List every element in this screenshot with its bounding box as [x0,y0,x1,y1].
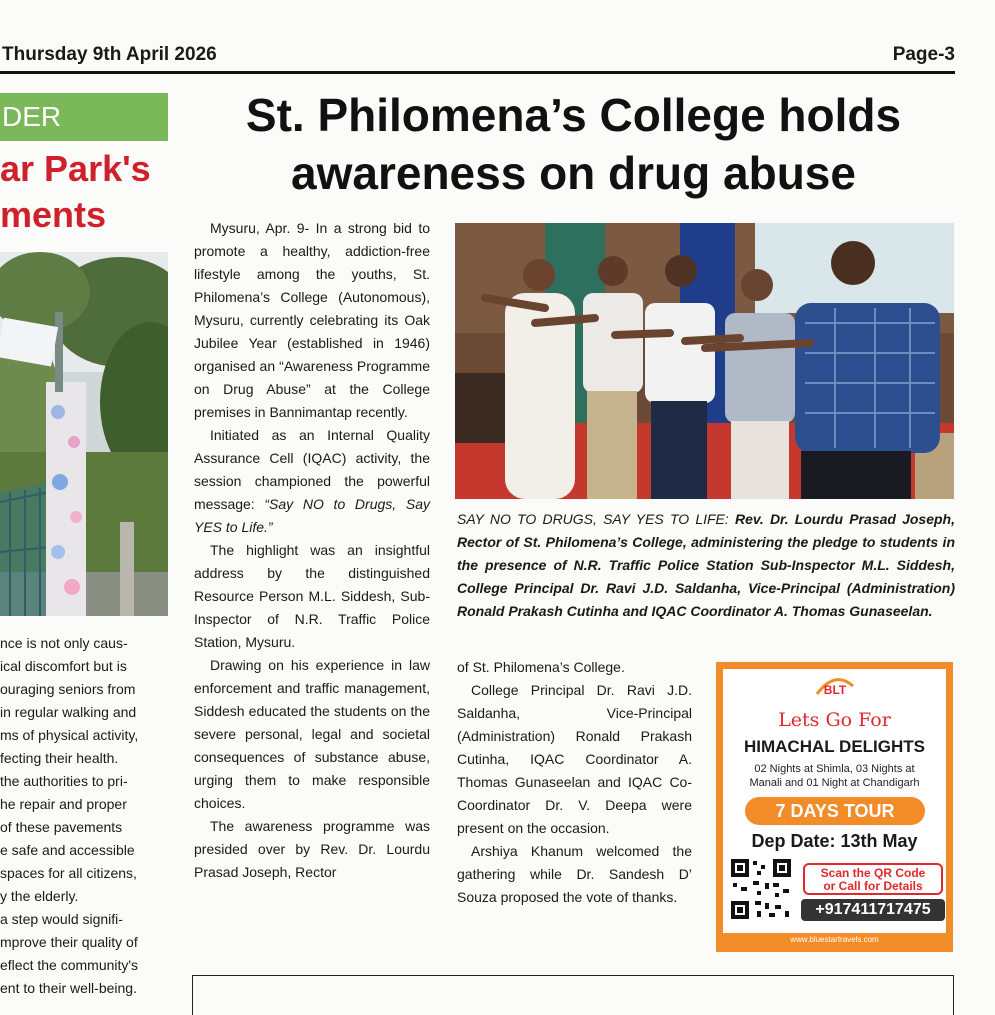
left-text-line: of these pavements [0,819,123,835]
left-text-line: ent to their well-being. [0,980,137,996]
paragraph: Mysuru, Apr. 9- In a strong bid to promote a healthy, addiction-free lifestyle among the youths, St. Philomena’s College (Autonomous), Mysuru, currently celebrating its Oak Jubilee Year (established in 1946) organised an “Awareness Programme on Drug Abuse” at the College premises in Bannimantap recently. [194,220,430,420]
travel-advertisement [716,662,953,952]
left-text-line: e safe and accessible [0,842,135,858]
ad-departure-date: Dep Date: 13th May [751,831,918,851]
left-article-headline [0,146,151,238]
itinerary-line: Manali and 01 Night at Chandigarh [749,777,920,789]
left-text-line: ouraging seniors from [0,681,136,697]
left-text-line: mprove their quality of [0,934,138,950]
paragraph: The highlight was an insightful address by the distinguished Resource Person M.L. Siddesh, Sub-Inspector of N.R. Traffic Police Station, Mysuru. [194,542,430,650]
scan-line: or Call for Details [823,879,923,893]
paragraph: of St. Philomena’s College. [457,659,625,675]
left-text-line: ical discomfort but is [0,658,127,674]
park-photo [0,252,168,616]
issue-date: Thursday 9th April 2026 [2,44,217,65]
logo-text: BLT [823,683,847,697]
ad-phone-number: +917411717475 [801,899,945,921]
paragraph-text: Initiated as an Internal Quality Assurance Cell (IQAC) activity, the session championed the powerful message: [194,427,430,512]
left-text-line: spaces for all citizens, [0,865,137,881]
left-text-line: ms of physical activity, [0,727,139,743]
article-column-1 [194,217,430,884]
travel-logo [813,674,857,702]
photo-caption [457,508,955,623]
paragraph: College Principal Dr. Ravi J.D. Saldanha, Vice-Principal (Administration) Ronald Prakash Cutinha, IQAC Coordinator A. Thomas Gunaseelan and IQAC Co-Coordinator Dr. V. Deepa were present on the occasion. [457,682,692,836]
paragraph: Arshiya Khanum welcomed the gathering while Dr. Sandesh D’ Souza proposed the vote of thanks. [457,843,692,905]
pledge-quote: “Say NO to Drugs, Say YES to Life.” [194,496,430,535]
bottom-box-frame [192,975,954,1015]
left-headline-line: ar Park's [0,148,151,189]
header-divider [0,71,955,74]
left-text-line: y the elderly. [0,888,79,904]
ad-panel [723,669,946,933]
event-photo [455,223,954,499]
paragraph: The awareness programme was presided over by Rev. Dr. Lourdu Prasad Joseph, Rector [194,818,430,880]
qr-code-icon [729,857,793,921]
article-headline [186,86,961,202]
left-text-line: the authorities to pri- [0,773,128,789]
left-text-line: fecting their health. [0,750,119,766]
page-number: Page-3 [892,44,955,65]
scan-line: Scan the QR Code [820,866,926,880]
left-article-text [0,632,168,997]
left-text-line: eflect the community's [0,957,139,973]
caption-text: Rev. Dr. Lourdu Prasad Joseph, Rector of St. Philomena’s College, administering the pledge to students in the presence of N.R. Traffic Police Station Sub-Inspector M.L. Siddesh, College Principal Dr. Ravi J.D. Saldanha, Vice-Principal (Administration) Ronald Prakash Cutinha and IQAC Coordinator A. Thomas Gunaseelan. [457,511,955,619]
headline-line-2: awareness on drug abuse [291,147,856,199]
left-text-line: he repair and proper [0,796,127,812]
itinerary-line: 02 Nights at Shimla, 03 Nights at [754,763,915,775]
section-banner: DER [0,93,168,141]
left-text-line: in regular walking and [0,704,137,720]
paragraph [194,424,430,539]
ad-tour-badge: 7 DAYS TOUR [745,797,925,825]
left-headline-line: ments [0,194,107,235]
ad-tagline: Lets Go For [778,709,891,731]
ad-destination: HIMACHAL DELIGHTS [743,737,925,756]
ad-itinerary [723,762,946,790]
left-text-line: a step would signifi- [0,911,123,927]
headline-line-1: St. Philomena’s College holds [245,89,902,141]
ad-website: www.bluestartravels.com [790,935,879,944]
paragraph: Drawing on his experience in law enforcement and traffic management, Siddesh educated the students on the severe personal, legal and societal consequences of substance abuse, urging them to make responsible choices. [194,657,430,811]
left-text-line: nce is not only caus- [0,635,128,651]
article-column-2 [457,656,692,909]
ad-scan-prompt [803,863,943,895]
caption-lead: SAY NO TO DRUGS, SAY YES TO LIFE: [457,511,729,527]
